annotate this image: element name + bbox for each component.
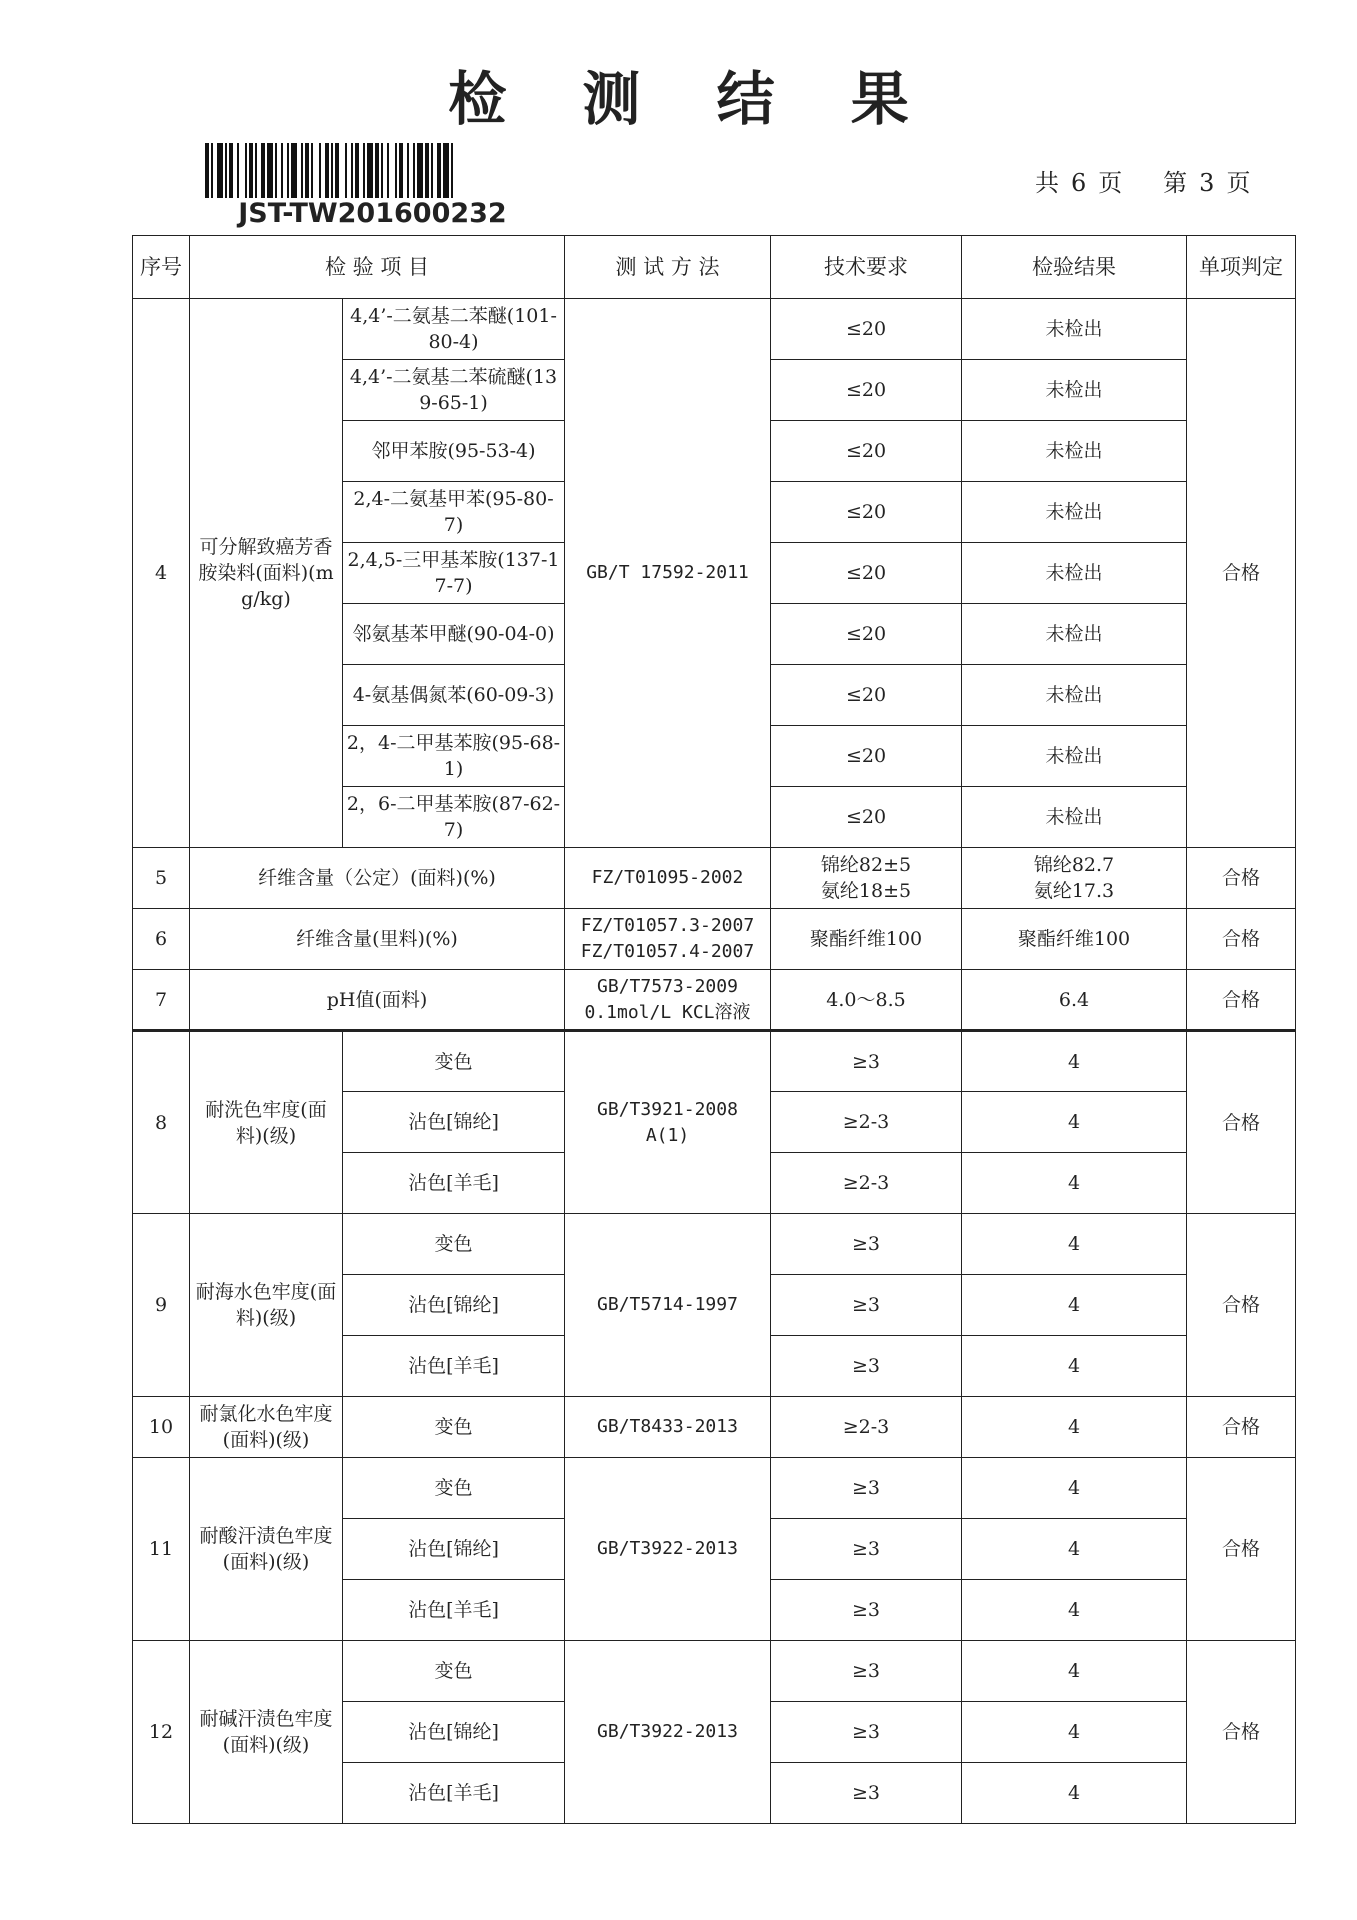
requirement: ≥2-3 [771,1092,962,1153]
result: 未检出 [962,421,1187,482]
item-name: 耐碱汗渍色牢度(面料)(级) [190,1641,343,1824]
requirement: ≥3 [771,1580,962,1641]
sub-item: 2,4,5-三甲基苯胺(137-17-7) [343,543,565,604]
sub-item: 沾色[羊毛] [343,1580,565,1641]
requirement: ≥2-3 [771,1397,962,1458]
total-prefix: 共 [1035,169,1061,197]
result: 4 [962,1397,1187,1458]
method-line: GB/T7573-2009 [597,975,738,997]
result: 4 [962,1153,1187,1214]
table-row [133,299,1296,360]
requirement: ≥3 [771,1458,962,1519]
barcode-text: JST-TW201600232 [238,198,507,229]
requirement: ≤20 [771,421,962,482]
method-line: GB/T3921-2008 [597,1098,738,1120]
result: 未检出 [962,726,1187,787]
requirement: ≤20 [771,787,962,848]
result: 4 [962,1458,1187,1519]
result: 4 [962,1214,1187,1275]
item-no: 8 [133,1031,190,1214]
page-indicator [1030,163,1257,198]
method-line: A(1) [645,1124,690,1146]
header-item: 检 验 项 目 [190,236,565,299]
sub-item: 变色 [343,1031,565,1092]
sub-item: 邻甲苯胺(95-53-4) [343,421,565,482]
result: 未检出 [962,360,1187,421]
sub-item: 2，4-二甲基苯胺(95-68-1) [343,726,565,787]
item-no: 4 [133,299,190,848]
test-method: GB/T3922-2013 [565,1458,771,1641]
current-page: 3 [1199,169,1217,197]
sub-item: 沾色[羊毛] [343,1336,565,1397]
requirement: ≤20 [771,299,962,360]
item-name: pH值(面料) [190,970,565,1031]
sub-item: 4-氨基偶氮苯(60-09-3) [343,665,565,726]
sub-item: 邻氨基苯甲醚(90-04-0) [343,604,565,665]
table-row [133,909,1296,970]
table-row [133,1397,1296,1458]
verdict: 合格 [1187,970,1296,1031]
result-line: 锦纶82.7 [1033,854,1115,876]
requirement: 4.0～8.5 [771,970,962,1031]
verdict: 合格 [1187,299,1296,848]
item-no: 9 [133,1214,190,1397]
requirement: ≥3 [771,1519,962,1580]
result: 未检出 [962,543,1187,604]
test-method: FZ/T01095-2002 [565,848,771,909]
header-requirement: 技术要求 [771,236,962,299]
result: 4 [962,1580,1187,1641]
result: 4 [962,1519,1187,1580]
result [962,848,1187,909]
verdict: 合格 [1187,848,1296,909]
test-method: GB/T5714-1997 [565,1214,771,1397]
barcode [205,143,540,198]
table-row [133,1031,1296,1092]
item-name: 纤维含量(里料)(%) [190,909,565,970]
item-name: 耐酸汗渍色牢度(面料)(级) [190,1458,343,1641]
requirement: ≤20 [771,360,962,421]
item-no: 7 [133,970,190,1031]
sub-item: 沾色[羊毛] [343,1763,565,1824]
result: 未检出 [962,482,1187,543]
requirement: ≥3 [771,1275,962,1336]
sub-item: 沾色[锦纶] [343,1275,565,1336]
requirement: ≤20 [771,726,962,787]
results-table [132,235,1296,1824]
sub-item: 4,4’-二氨基二苯醚(101-80-4) [343,299,565,360]
item-no: 6 [133,909,190,970]
requirement: ≥3 [771,1641,962,1702]
verdict: 合格 [1187,1641,1296,1824]
result: 4 [962,1702,1187,1763]
test-method: GB/T3922-2013 [565,1641,771,1824]
item-name: 纤维含量（公定）(面料)(%) [190,848,565,909]
item-name: 耐洗色牢度(面料)(级) [190,1031,343,1214]
sub-item: 变色 [343,1641,565,1702]
sub-item: 变色 [343,1214,565,1275]
test-method: GB/T 17592-2011 [565,299,771,848]
header-row [133,236,1296,299]
sub-item: 4,4’-二氨基二苯硫醚(139-65-1) [343,360,565,421]
result: 未检出 [962,604,1187,665]
test-method [565,970,771,1031]
requirement: ≥3 [771,1031,962,1092]
table-row [133,970,1296,1031]
page-title: 检 测 结 果 [448,65,937,133]
item-name: 耐海水色牢度(面料)(级) [190,1214,343,1397]
verdict: 合格 [1187,1397,1296,1458]
item-no: 11 [133,1458,190,1641]
requirement: ≥3 [771,1763,962,1824]
verdict: 合格 [1187,1458,1296,1641]
result: 未检出 [962,665,1187,726]
header-result: 检验结果 [962,236,1187,299]
result: 4 [962,1092,1187,1153]
table-row [133,1641,1296,1702]
result: 未检出 [962,299,1187,360]
requirement: ≥3 [771,1336,962,1397]
item-name: 可分解致癌芳香胺染料(面料)(mg/kg) [190,299,343,848]
result-line: 氨纶17.3 [1033,880,1115,902]
page-prefix: 第 [1163,169,1190,197]
method-line: FZ/T01057.3-2007 [580,915,755,936]
test-method: GB/T8433-2013 [565,1397,771,1458]
result: 4 [962,1031,1187,1092]
table-row [133,1458,1296,1519]
requirement-line: 锦纶82±5 [820,854,912,876]
requirement: ≥3 [771,1702,962,1763]
header-verdict: 单项判定 [1187,236,1296,299]
requirement: ≤20 [771,482,962,543]
result: 6.4 [962,970,1187,1031]
item-no: 10 [133,1397,190,1458]
item-name: 耐氯化水色牢度(面料)(级) [190,1397,343,1458]
page-suffix: 页 [1226,169,1253,197]
verdict: 合格 [1187,909,1296,970]
requirement-line: 氨纶18±5 [820,880,912,902]
result: 4 [962,1275,1187,1336]
result: 4 [962,1641,1187,1702]
sub-item: 沾色[锦纶] [343,1092,565,1153]
total-suffix: 页 [1098,169,1125,197]
result: 4 [962,1763,1187,1824]
result: 4 [962,1336,1187,1397]
test-method [565,1031,771,1214]
item-no: 12 [133,1641,190,1824]
requirement: ≤20 [771,665,962,726]
verdict: 合格 [1187,1214,1296,1397]
sub-item: 沾色[羊毛] [343,1153,565,1214]
requirement: ≤20 [771,543,962,604]
result: 未检出 [962,787,1187,848]
result: 聚酯纤维100 [962,909,1187,970]
table-row [133,848,1296,909]
sub-item: 2,4-二氨基甲苯(95-80-7) [343,482,565,543]
requirement: ≤20 [771,604,962,665]
method-line: 0.1mol/L KCL溶液 [584,1001,751,1023]
verdict: 合格 [1187,1031,1296,1214]
sub-item: 沾色[锦纶] [343,1702,565,1763]
sub-item: 变色 [343,1458,565,1519]
header-method: 测 试 方 法 [565,236,771,299]
item-no: 5 [133,848,190,909]
table-row [133,1214,1296,1275]
sub-item: 沾色[锦纶] [343,1519,565,1580]
total-pages: 6 [1071,169,1089,197]
header-no: 序号 [133,236,190,299]
requirement: ≥2-3 [771,1153,962,1214]
requirement: ≥3 [771,1214,962,1275]
requirement: 聚酯纤维100 [771,909,962,970]
sub-item: 变色 [343,1397,565,1458]
sub-item: 2，6-二甲基苯胺(87-62-7) [343,787,565,848]
test-method [565,909,771,970]
requirement [771,848,962,909]
method-line: FZ/T01057.4-2007 [580,941,755,962]
